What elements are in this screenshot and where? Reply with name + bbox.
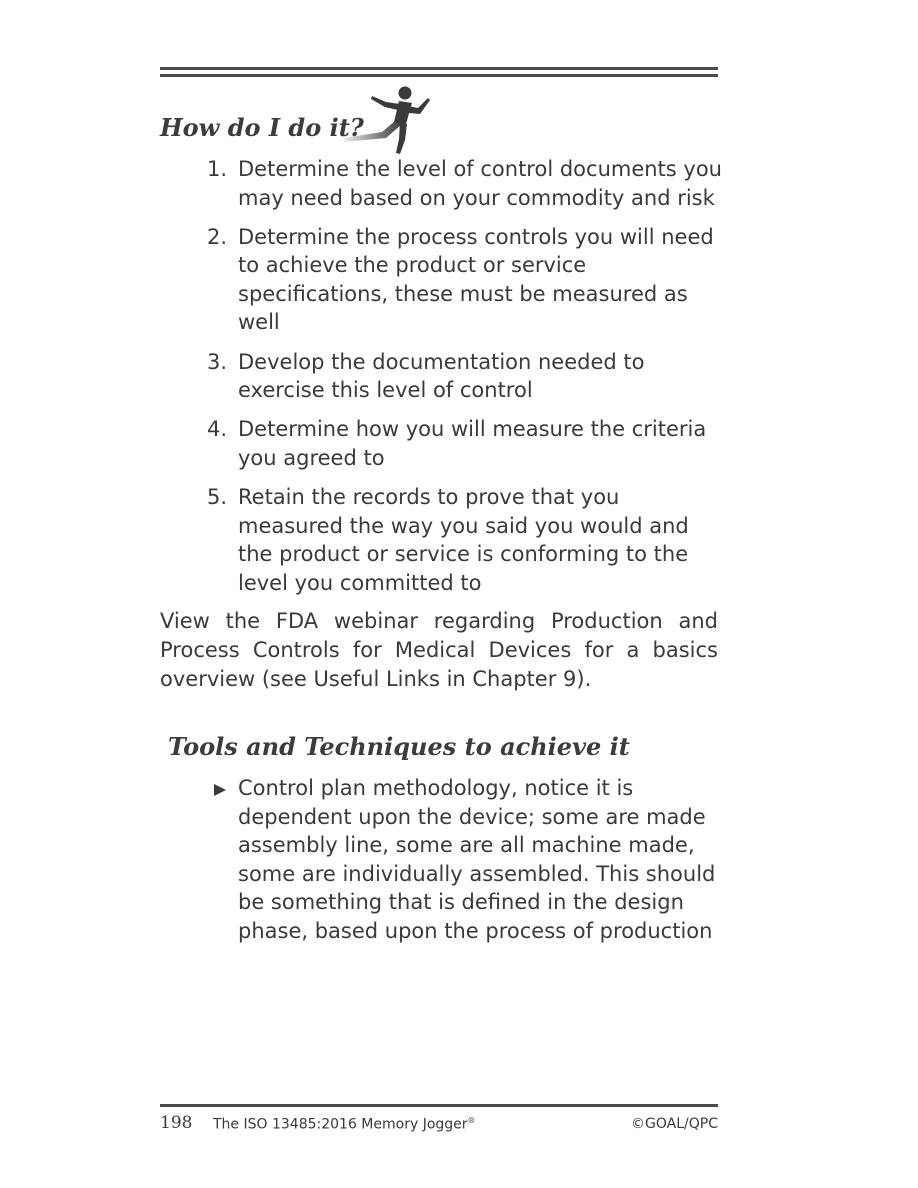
step-number: 5. bbox=[207, 484, 228, 509]
step-text: Develop the documentation needed to exercise this level of control bbox=[238, 349, 645, 403]
fda-webinar-paragraph: View the FDA webinar regarding Production and Process Controls for Medical Devices for a basics overview (see Useful Links in Chapter 9). bbox=[160, 609, 718, 691]
registered-mark: ® bbox=[467, 1116, 476, 1125]
page-number: 198 bbox=[160, 1113, 193, 1133]
list-item bbox=[200, 223, 722, 337]
bullet-text: Control plan methodology, notice it is dependent upon the device; some are made assembly line, some are all machine made, some are individually assembled. This should be something that is defined in the design phase, based upon the process of production bbox=[238, 776, 716, 943]
step-number: 2. bbox=[207, 224, 228, 249]
step-text: Determine the process controls you will need to achieve the product or service specifications, these must be measured as well bbox=[238, 224, 714, 335]
book-title-text: The ISO 13485:2016 Memory Jogger bbox=[213, 1116, 468, 1133]
list-item bbox=[200, 415, 722, 472]
step-text: Determine how you will measure the criteria you agreed to bbox=[238, 417, 707, 470]
list-item bbox=[200, 774, 722, 946]
step-number: 3. bbox=[207, 349, 228, 374]
tools-bullet-list bbox=[200, 774, 722, 946]
footer-book-title bbox=[213, 1116, 476, 1133]
footer-rule bbox=[160, 1104, 718, 1107]
footer-copyright: ©GOAL/QPC bbox=[631, 1116, 718, 1132]
list-item bbox=[200, 348, 722, 405]
step-number: 4. bbox=[207, 417, 228, 442]
step-number: 1. bbox=[207, 157, 228, 181]
top-double-rule bbox=[160, 67, 718, 77]
steps-list bbox=[200, 155, 722, 608]
step-text: Retain the records to prove that you measured the way you said you would and the product or service is conforming to the level you committed to bbox=[238, 484, 689, 595]
how-do-i-do-it-heading: How do I do it? bbox=[160, 113, 364, 142]
tools-and-techniques-heading: Tools and Techniques to achieve it bbox=[168, 732, 630, 761]
triangle-bullet-icon bbox=[214, 784, 226, 796]
list-item bbox=[200, 155, 722, 212]
step-text: Determine the level of control documents you may need based on your commodity and risk bbox=[238, 157, 722, 210]
list-item bbox=[200, 483, 722, 597]
running-figure-icon bbox=[342, 84, 432, 156]
